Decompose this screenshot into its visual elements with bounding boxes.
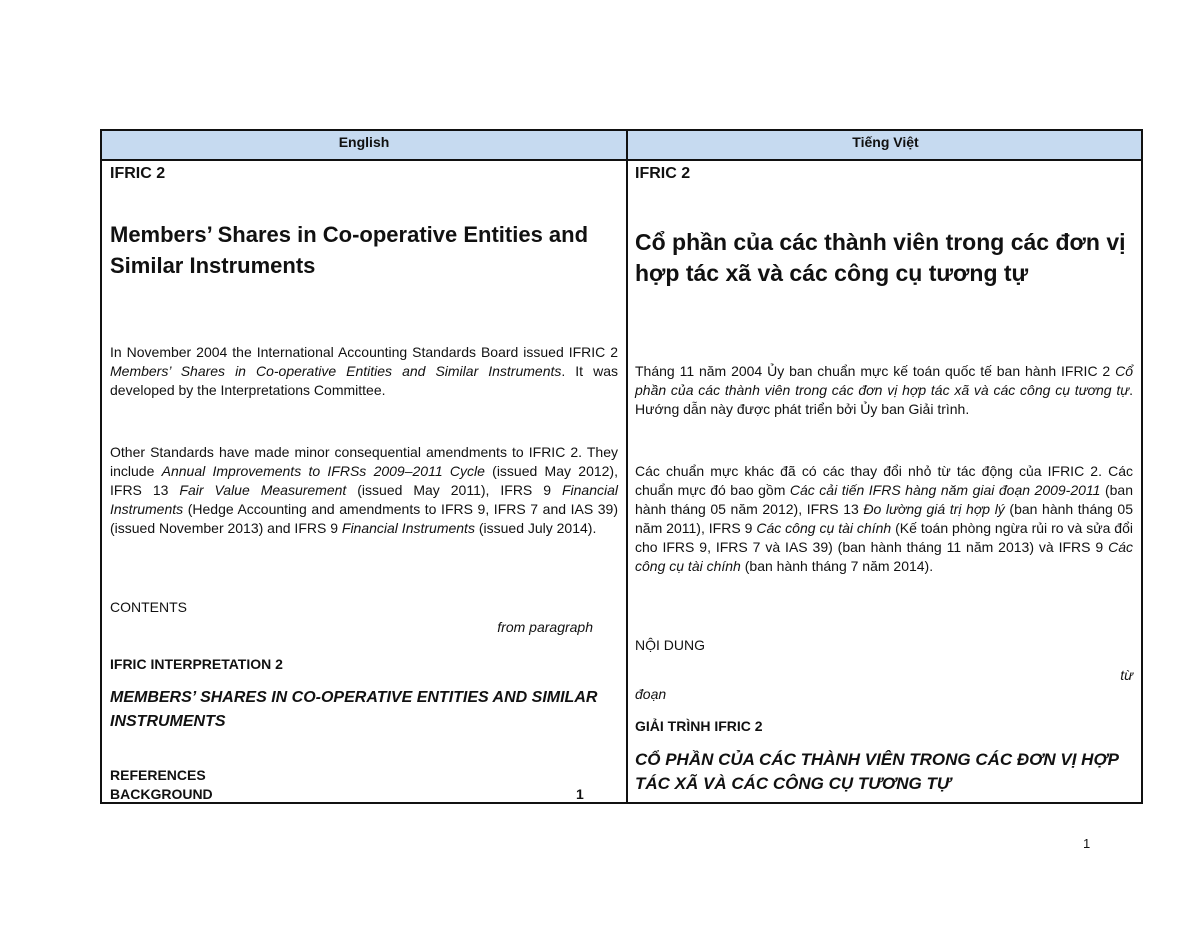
vietnamese-paragraph-1: Tháng 11 năm 2004 Ủy ban chuẩn mực kế toán quốc tế ban hành IFRIC 2 Cổ phần của các thành viên trong các đơn vị hợp tác xã và các công cụ tương tự. Hướng dẫn này được phát triển bởi Ủy ban Giải trình. [635, 363, 1133, 417]
english-contents: CONTENTS [110, 599, 187, 615]
english-interpretation: IFRIC INTERPRETATION 2 [110, 656, 283, 672]
english-caps-title: MEMBERS’ SHARES IN CO-OPERATIVE ENTITIES AND SIMILAR INSTRUMENTS [110, 689, 598, 730]
vietnamese-interpretation: GIẢI TRÌNH IFRIC 2 [635, 718, 763, 734]
english-background: BACKGROUND 1 [110, 786, 584, 802]
vietnamese-from-b: đoạn [635, 686, 667, 702]
header-english: English [338, 134, 390, 150]
page-number: 1 [1083, 836, 1091, 851]
english-code: IFRIC 2 [110, 165, 166, 182]
english-paragraph-1: In November 2004 the International Accounting Standards Board issued IFRIC 2 Members’ Shares in Co-operative Entities and Similar Instruments. It was developed by the Interpretations Committee. [110, 344, 618, 398]
vietnamese-contents: NỘI DUNG [635, 637, 705, 653]
vietnamese-paragraph-2: Các chuẩn mực khác đã có các thay đổi nhỏ từ tác động của IFRIC 2. Các chuẩn mực đó bao gồm Các cải tiến IFRS hàng năm giai đoạn 2009-2011 (ban hành tháng 05 năm 2012), IFRS 13 Đo lường giá trị hợp lý (ban hành tháng 05 năm 2011), IFRS 9 Các công cụ tài chính (Kế toán phòng ngừa rủi ro và sửa đổi cho IFRS 9, IFRS 7 và IAS 39) (ban hành tháng 11 năm 2013) và IFRS 9 Các công cụ tài chính (ban hành tháng 7 năm 2014). [635, 463, 1133, 574]
english-background-number: 1 [576, 786, 584, 802]
bilingual-table [100, 129, 1143, 804]
english-paragraph-2: Other Standards have made minor consequential amendments to IFRIC 2. They include Annual Improvements to IFRSs 2009–2011 Cycle (issued May 2012), IFRS 13 Fair Value Measurement (issued May 2011), IFRS 9 Financial Instruments (Hedge Accounting and amendments to IFRS 9, IFRS 7 and IAS 39) (issued November 2013) and IFRS 9 Financial Instruments (issued July 2014). [110, 444, 619, 536]
english-from-paragraph: from paragraph [497, 619, 593, 635]
english-references: REFERENCES [110, 767, 206, 783]
vietnamese-from-a: từ [1120, 667, 1133, 683]
english-title: Members’ Shares in Co-operative Entities and Similar Instruments [110, 222, 589, 278]
vietnamese-caps-title: CỔ PHẦN CỦA CÁC THÀNH VIÊN TRONG CÁC ĐƠN VỊ HỢP TÁC XÃ VÀ CÁC CÔNG CỤ TƯƠNG TỰ [635, 750, 1119, 793]
vietnamese-code: IFRIC 2 [635, 165, 691, 182]
vietnamese-title: Cổ phần của các thành viên trong các đơn vị hợp tác xã và các công cụ tương tự [635, 229, 1126, 286]
table-header [102, 131, 1141, 161]
column-divider [626, 131, 628, 802]
header-vietnamese: Tiếng Việt [852, 134, 919, 150]
